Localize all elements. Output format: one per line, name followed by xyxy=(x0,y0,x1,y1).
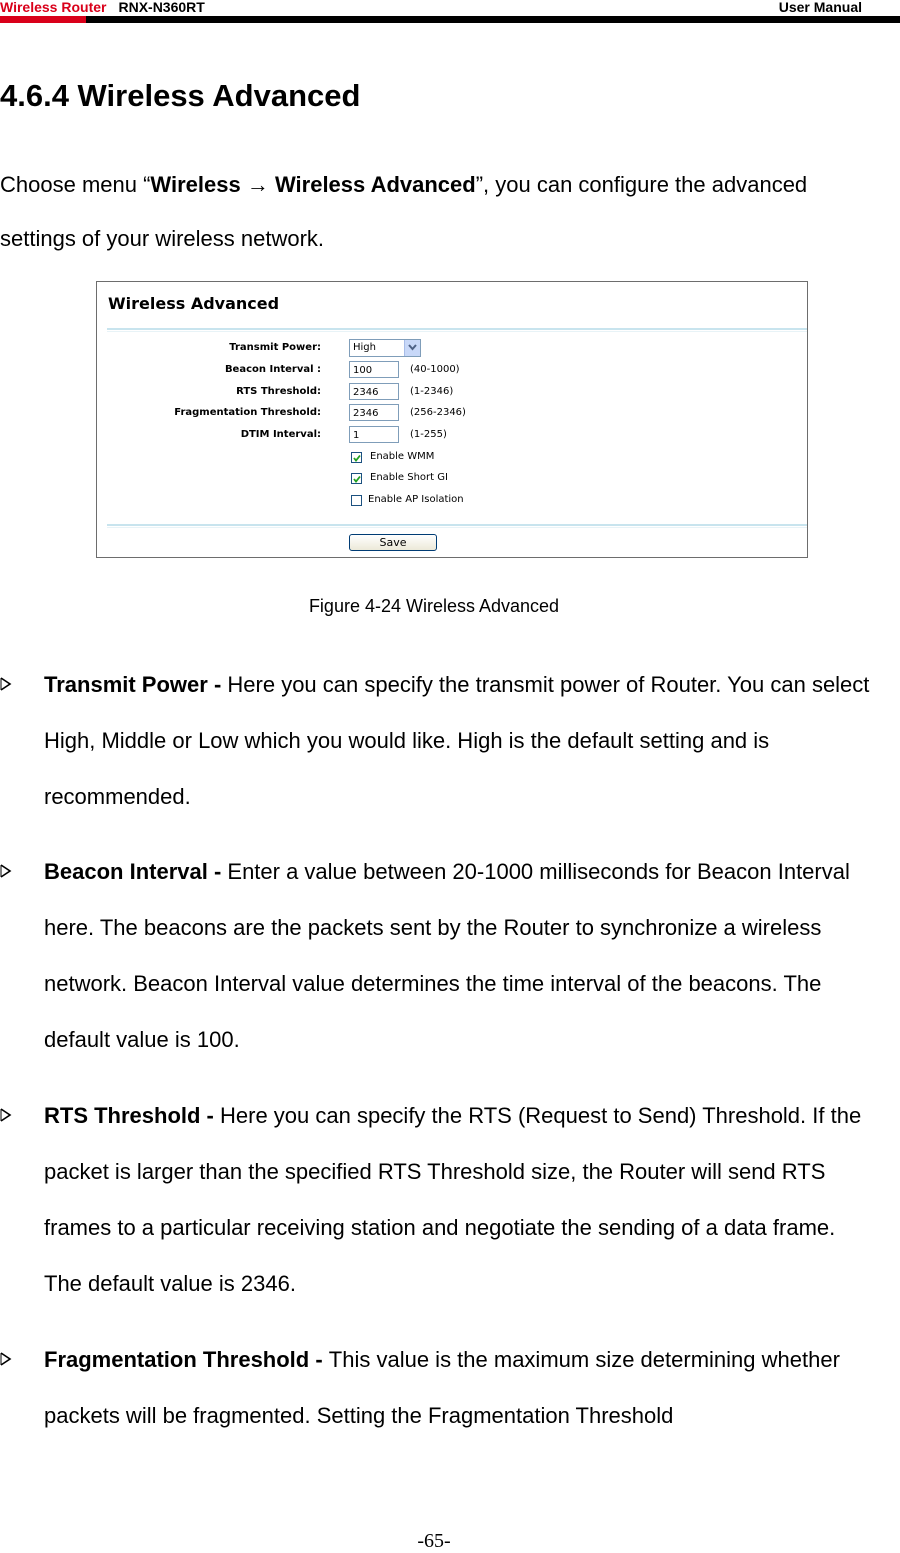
bullet-body: This value is the maximum size determining whether packets will be fragmented. Setting the Fragmentation Threshold xyxy=(44,1347,840,1428)
bullet-rts-threshold xyxy=(0,1088,870,1312)
page-number: -65- xyxy=(417,1530,451,1552)
chevron-down-icon[interactable] xyxy=(404,340,420,356)
dtim-interval-input[interactable]: 1 xyxy=(349,426,399,443)
intro-menu-wireless-advanced: Wireless Advanced xyxy=(274,172,476,197)
bullet-transmit-power xyxy=(0,657,870,825)
enable-wmm-label: Enable WMM xyxy=(370,451,435,462)
panel-divider-top-shadow xyxy=(107,331,807,332)
enable-short-gi-checkbox[interactable] xyxy=(351,473,362,484)
bullet-text xyxy=(44,844,870,1068)
bullet-term: Fragmentation Threshold - xyxy=(44,1347,329,1372)
bullet-beacon-interval xyxy=(0,844,870,1068)
rts-threshold-label: RTS Threshold: xyxy=(236,386,321,397)
checkmark-icon xyxy=(353,454,361,462)
bullet-body: Here you can specify the transmit power of Router. You can select High, Middle or Low which you would like. High is the default setting and is recommended. xyxy=(44,672,870,809)
panel-divider-bottom-shadow xyxy=(107,527,807,528)
wireless-advanced-figure xyxy=(96,281,808,558)
intro-menu-wireless: Wireless xyxy=(150,172,241,197)
beacon-interval-label: Beacon Interval : xyxy=(224,364,321,375)
section-title: 4.6.4 Wireless Advanced xyxy=(0,78,361,113)
bullet-term: Transmit Power - xyxy=(44,672,228,697)
bullet-fragmentation-threshold xyxy=(0,1332,870,1444)
fragmentation-threshold-label: Fragmentation Threshold: xyxy=(174,407,321,418)
bullet-body: Enter a value between 20-1000 milliseconds for Beacon Interval here. The beacons are the packets sent by the Router to synchronize a wireless network. Beacon Interval value determines the time interval of the beacons. The default value is 100. xyxy=(44,859,850,1052)
dtim-interval-label: DTIM Interval: xyxy=(240,429,321,440)
enable-short-gi-label: Enable Short GI xyxy=(370,472,448,483)
transmit-power-label: Transmit Power: xyxy=(229,342,321,353)
transmit-power-value: High xyxy=(353,342,376,353)
header-rule xyxy=(0,16,900,23)
enable-ap-isolation-label: Enable AP Isolation xyxy=(368,494,464,505)
enable-ap-isolation-checkbox[interactable] xyxy=(351,495,362,506)
header-left xyxy=(0,0,205,15)
header-brand: Wireless Router xyxy=(0,0,107,15)
intro-pre: Choose menu “ xyxy=(0,172,151,197)
fragmentation-threshold-input[interactable]: 2346 xyxy=(349,404,399,421)
panel-title: Wireless Advanced xyxy=(108,294,280,313)
header-rule-accent xyxy=(0,16,86,23)
checkmark-icon xyxy=(353,475,361,483)
header-doc-title: User Manual xyxy=(778,0,862,15)
bullet-text xyxy=(44,1332,870,1444)
bullet-text xyxy=(44,657,870,825)
transmit-power-select[interactable] xyxy=(349,339,421,357)
bullet-text xyxy=(44,1088,870,1312)
rts-threshold-range: (1-2346) xyxy=(410,386,454,397)
bullet-term: Beacon Interval - xyxy=(44,859,228,884)
dtim-interval-range: (1-255) xyxy=(410,429,447,440)
rts-threshold-input[interactable]: 2346 xyxy=(349,383,399,400)
fragmentation-threshold-range: (256-2346) xyxy=(410,407,466,418)
bullet-term: RTS Threshold - xyxy=(44,1103,220,1128)
beacon-interval-range: (40-1000) xyxy=(410,364,460,375)
header-model: RNX-N360RT xyxy=(118,0,205,15)
intro-paragraph xyxy=(0,158,880,266)
intro-arrow: → xyxy=(240,172,275,197)
panel-divider-top xyxy=(107,328,807,330)
save-button[interactable]: Save xyxy=(349,534,437,551)
panel-divider-bottom xyxy=(107,524,807,526)
enable-wmm-checkbox[interactable] xyxy=(351,452,362,463)
bullet-body: Here you can specify the RTS (Request to Send) Threshold. If the packet is larger than the specified RTS Threshold size, the Router will send RTS frames to a particular receiving station and negotiate the sending of a data frame. The default value is 2346. xyxy=(44,1103,862,1296)
intro-post: ”, you can configure the advanced settings of your wireless network. xyxy=(0,172,808,251)
page-header xyxy=(0,0,900,26)
beacon-interval-input[interactable]: 100 xyxy=(349,361,399,378)
figure-caption: Figure 4-24 Wireless Advanced xyxy=(308,596,560,616)
